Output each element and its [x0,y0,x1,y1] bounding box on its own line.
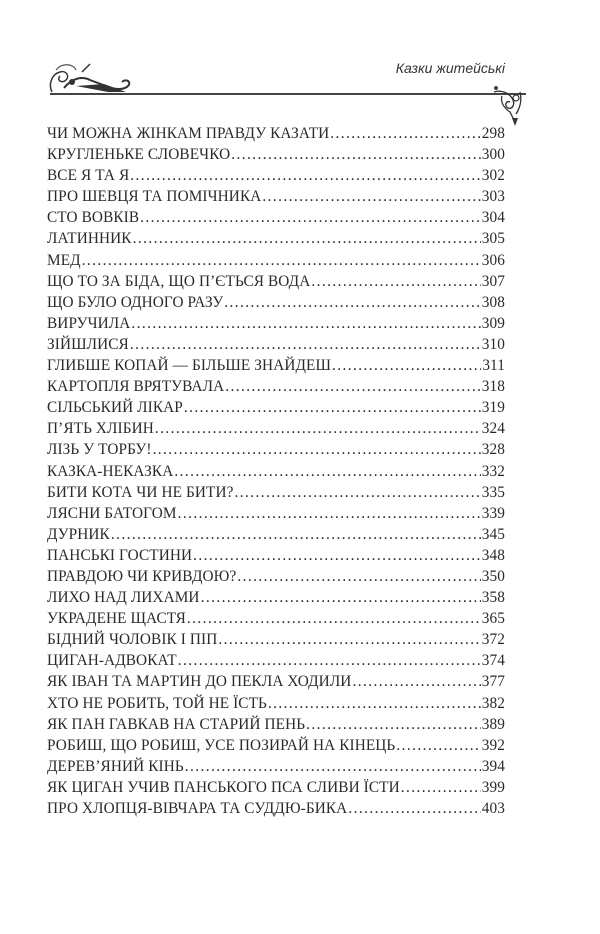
toc-entry-page: 306 [481,251,505,269]
toc-dot-leader [396,735,480,756]
toc-dot-leader [311,271,480,292]
toc-entry[interactable] [47,629,505,650]
toc-dot-leader [130,334,481,355]
toc-entry-title: ДЕРЕВ’ЯНИЙ КІНЬ [47,757,184,775]
toc-entry[interactable] [47,292,505,313]
toc-entry-page: 307 [481,272,505,290]
toc-dot-leader [140,207,481,228]
toc-entry-page: 374 [481,652,505,670]
toc-dot-leader [332,355,481,376]
toc-entry[interactable] [47,587,505,608]
toc-entry-title: ПАНСЬКІ ГОСТИНИ [47,546,193,564]
toc-entry-title: ПРО ШЕВЦЯ ТА ПОМІЧНИКА [47,188,262,206]
toc-entry-title: СІЛЬСЬКИЙ ЛІКАР [47,399,183,417]
toc-entry-title: ХТО НЕ РОБИТЬ, ТОЙ НЕ ЇСТЬ [47,694,267,712]
toc-entry-title: ЗІЙШЛИСЯ [47,335,129,353]
toc-dot-leader [348,798,480,819]
toc-entry-title: УКРАДЕНЕ ЩАСТЯ [47,610,186,628]
toc-entry-page: 358 [481,589,505,607]
toc-entry-title: ЯК ПАН ГАВКАВ НА СТАРИЙ ПЕНЬ [47,715,306,733]
toc-entry-page: 335 [481,483,505,501]
running-header-title: Казки житейські [395,60,505,76]
toc-entry[interactable] [47,439,505,460]
toc-entry[interactable] [47,650,505,671]
toc-dot-leader [178,650,481,671]
toc-dot-leader [352,671,480,692]
toc-entry-title: ЛАТИННИК [47,230,132,248]
toc-dot-leader [225,376,481,397]
toc-entry-title: ЛИХО НАД ЛИХАМИ [47,589,200,607]
toc-entry-page: 324 [481,420,505,438]
toc-entry-page: 382 [481,694,505,712]
toc-entry[interactable] [47,144,505,165]
toc-dot-leader [153,439,481,460]
toc-entry[interactable] [47,250,505,271]
toc-entry-page: 332 [481,462,505,480]
toc-entry[interactable] [47,671,505,692]
toc-entry-page: 308 [481,293,505,311]
toc-dot-leader [330,123,480,144]
toc-entry[interactable] [47,608,505,629]
toc-entry-page: 318 [481,378,505,396]
toc-dot-leader [401,777,481,798]
toc-dot-leader [184,397,481,418]
toc-dot-leader [130,165,480,186]
toc-dot-leader [306,714,481,735]
toc-dot-leader [231,144,480,165]
toc-entry-title: БИТИ КОТА ЧИ НЕ БИТИ? [47,483,234,501]
toc-entry-page: 311 [482,357,505,375]
toc-entry-title: СТО ВОВКІВ [47,209,140,227]
toc-entry[interactable] [47,271,505,292]
ornament-right-icon [490,86,526,126]
toc-entry[interactable] [47,503,505,524]
toc-entry-title: ВСЕ Я ТА Я [47,167,130,185]
toc-dot-leader [131,313,480,334]
toc-entry[interactable] [47,524,505,545]
toc-entry-title: КАРТОПЛЯ ВРЯТУВАЛА [47,378,225,396]
toc-entry[interactable] [47,418,505,439]
toc-dot-leader [237,566,480,587]
toc-dot-leader [262,186,480,207]
toc-entry[interactable] [47,334,505,355]
toc-entry-page: 319 [481,399,505,417]
toc-entry[interactable] [47,482,505,503]
toc-entry-title: КАЗКА-НЕКАЗКА [47,462,174,480]
toc-dot-leader [187,608,481,629]
toc-entry-title: ЛЯСНИ БАТОГОМ [47,504,177,522]
toc-dot-leader [155,418,481,439]
toc-entry-title: ГЛИБШЕ КОПАЙ — БІЛЬШЕ ЗНАЙДЕШ [47,357,332,375]
toc-dot-leader [178,503,481,524]
toc-entry-title: ПРАВДОЮ ЧИ КРИВДОЮ? [47,567,237,585]
toc-entry[interactable] [47,461,505,482]
toc-entry[interactable] [47,798,505,819]
toc-entry[interactable] [47,566,505,587]
header-rule [50,93,526,95]
toc-entry[interactable] [47,397,505,418]
toc-entry-title: ЦИГАН-АДВОКАТ [47,652,177,670]
toc-entry-page: 339 [481,504,505,522]
toc-dot-leader [218,629,480,650]
toc-dot-leader [224,292,480,313]
toc-entry[interactable] [47,207,505,228]
toc-entry-page: 399 [481,778,505,796]
toc-entry-title: ЯК ІВАН ТА МАРТИН ДО ПЕКЛА ХОДИЛИ [47,673,352,691]
toc-entry-title: ПРО ХЛОПЦЯ-ВІВЧАРА ТА СУДДЮ-БИКА [47,800,348,817]
toc-entry-page: 403 [481,800,505,817]
toc-entry[interactable] [47,714,505,735]
toc-entry-title: ЛІЗЬ У ТОРБУ! [47,441,152,459]
toc-dot-leader [201,587,481,608]
toc-entry-page: 394 [481,757,505,775]
toc-entry-title: П’ЯТЬ ХЛІБИН [47,420,154,438]
toc-entry-title: ЧИ МОЖНА ЖІНКАМ ПРАВДУ КАЗАТИ [47,125,330,142]
toc-entry[interactable] [47,313,505,334]
toc-entry[interactable] [47,186,505,207]
toc-entry[interactable] [47,735,505,756]
toc-entry-page: 309 [481,314,505,332]
toc-entry-title: ВИРУЧИЛА [47,314,131,332]
toc-dot-leader [133,228,481,249]
toc-dot-leader [193,545,481,566]
toc-dot-leader [235,482,481,503]
toc-entry-page: 300 [481,146,505,164]
toc-entry-title: ДУРНИК [47,525,110,543]
toc-entry-title: МЕД [47,251,81,269]
toc-entry-title: КРУГЛЕНЬКЕ СЛОВЕЧКО [47,146,231,164]
toc-dot-leader [268,693,481,714]
toc-entry-page: 392 [481,736,505,754]
toc-entry-page: 377 [481,673,505,691]
toc-entry-title: ЩО БУЛО ОДНОГО РАЗУ [47,293,224,311]
toc-entry-page: 304 [481,209,505,227]
toc-dot-leader [111,524,481,545]
toc-dot-leader [185,756,481,777]
toc-entry-page: 310 [481,335,505,353]
toc-entry-page: 348 [481,546,505,564]
toc-entry-page: 303 [481,188,505,206]
toc-entry-title: ЩО ТО ЗА БІДА, ЩО П’ЄТЬСЯ ВОДА [47,272,311,290]
toc-entry[interactable] [47,165,505,186]
toc-entry-page: 328 [481,441,505,459]
toc-entry-title: БІДНИЙ ЧОЛОВІК І ПІП [47,631,218,649]
toc-entry-page: 305 [481,230,505,248]
toc-entry-page: 372 [481,631,505,649]
toc-entry-page: 365 [481,610,505,628]
table-of-contents [47,123,505,819]
toc-dot-leader [82,250,481,271]
toc-entry-page: 345 [481,525,505,543]
toc-entry[interactable] [47,693,505,714]
ornament-left-icon [46,62,136,96]
toc-entry[interactable] [47,228,505,249]
toc-entry[interactable] [47,545,505,566]
toc-entry-title: ЯК ЦИГАН УЧИВ ПАНСЬКОГО ПСА СЛИВИ ЇСТИ [47,778,400,796]
toc-entry[interactable] [47,355,505,376]
toc-entry-title: РОБИШ, ЩО РОБИШ, УСЕ ПОЗИРАЙ НА КІНЕЦЬ [47,736,396,754]
toc-entry-page: 350 [481,567,505,585]
toc-entry-page: 302 [481,167,505,185]
toc-entry-page: 298 [481,125,505,142]
toc-entry[interactable] [47,123,505,144]
toc-entry-page: 389 [481,715,505,733]
toc-entry[interactable] [47,376,505,397]
toc-dot-leader [174,461,480,482]
toc-entry[interactable] [47,756,505,777]
toc-entry[interactable] [47,777,505,798]
